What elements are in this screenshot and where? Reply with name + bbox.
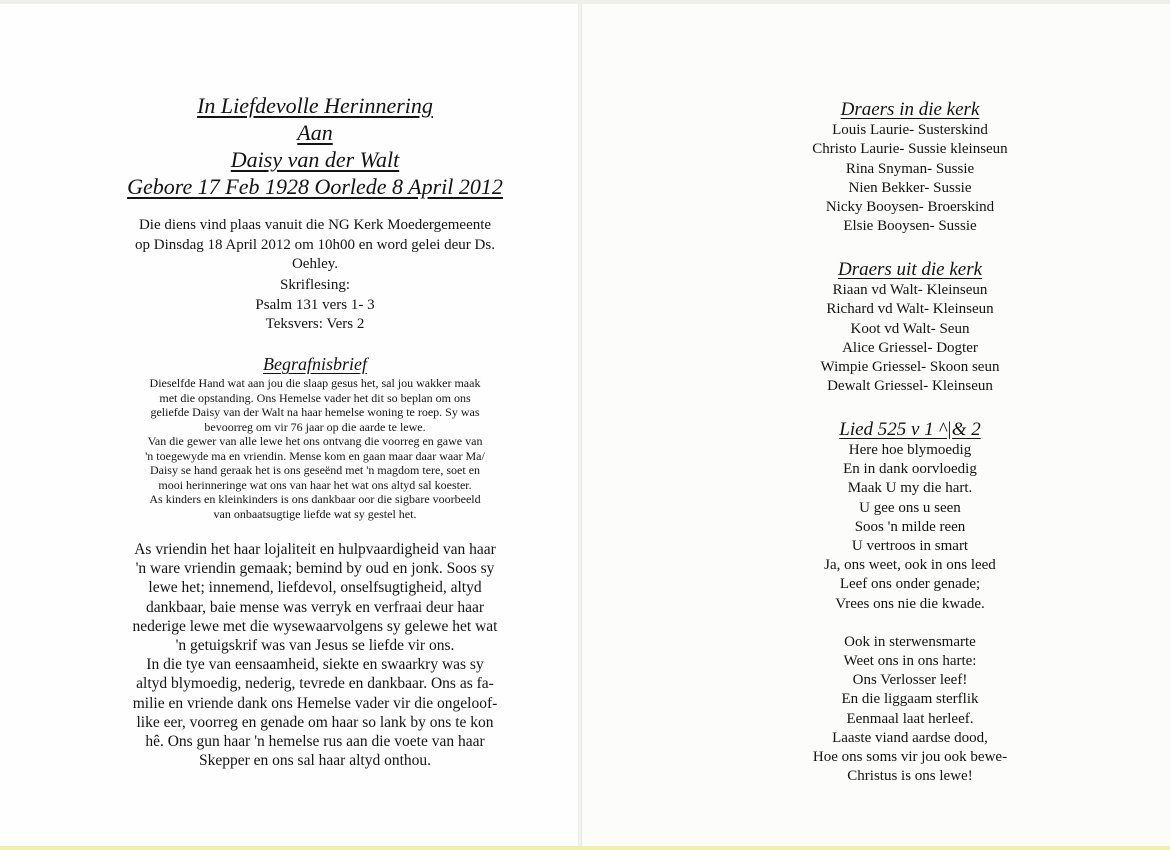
letter-small-text: [75, 376, 555, 521]
hymn-line: Leef ons onder genade;: [839, 576, 981, 593]
intro-line: Oehley.: [291, 256, 339, 272]
hymn-line: Christus is ons lewe!: [847, 768, 973, 785]
letter-line: geliefde Daisy van der Walt na haar hemelse woning te roep. Sy was: [150, 405, 480, 419]
hymn-section: [770, 419, 1050, 786]
letter-line: met die opstanding. Ons Hemelse vader het dit so beplan om ons: [159, 390, 471, 405]
letter-large-text: [80, 540, 550, 770]
hymn-line: U vertroos in smart: [851, 538, 969, 555]
hymn-line: Eenmaal laat herleef.: [846, 710, 974, 727]
scripture-heading: Skriflesing:: [280, 277, 350, 293]
letter-line: milie en vriende dank ons Hemelse vader vir die ongeloof-: [132, 694, 498, 712]
top-edge: [0, 0, 1170, 4]
letter-line: As vriendin het haar lojaliteit en hulpvaardigheid van haar: [134, 541, 496, 558]
carrier-name: Christo Laurie- Sussie kleinseun: [812, 141, 1008, 158]
hymn-line: Ja, ons weet, ook in ons leed: [824, 557, 996, 574]
service-intro: [95, 216, 535, 275]
letter-line: As kinders en kleinkinders is ons dankbaar oor die sigbare voorbeeld: [149, 492, 481, 506]
carrier-name: Dewalt Griessel- Kleinseun: [827, 378, 993, 395]
letter-line: nederige lewe met die wysewaarvolgens sy gelewe het wat: [132, 617, 498, 635]
carriers-in-church: [770, 99, 1050, 237]
intro-line: op Dinsdag 18 April 2012 om 10h00 en word gelei deur Ds.: [135, 236, 495, 253]
letter-heading: Begrafnisbrief: [263, 354, 367, 374]
hymn-line: Ons Verlosser leef!: [852, 672, 968, 689]
letter-line: dankbaar, baie mense was verryk en verfraai deur haar: [145, 598, 485, 616]
intro-line: Die diens vind plaas vanuit die NG Kerk Moedergemeente: [138, 217, 492, 233]
letter-line: 'n ware vriendin gemaak; bemind by oud en jonk. Soos sy: [135, 560, 495, 578]
title-line: Aan: [297, 120, 333, 145]
hymn-line: Laaste viand aardse dood,: [832, 729, 988, 746]
carrier-name: Alice Griessel- Dogter: [842, 339, 978, 356]
carrier-name: Nien Bekker- Sussie: [848, 179, 972, 196]
letter-line: Daisy se hand geraak het is ons geseënd met 'n magdom tere, soet en: [149, 463, 481, 477]
letter-line: Dieselfde Hand wat aan jou die slaap gesus het, sal jou wakker maak: [149, 376, 481, 390]
letter-heading-block: [95, 354, 535, 374]
carriers-in-heading: Draers in die kerk: [840, 99, 980, 120]
hymn-line: Maak U my die hart.: [847, 480, 973, 497]
title-line: Gebore 17 Feb 1928 Oorlede 8 April 2012: [127, 174, 503, 199]
letter-line: van onbaatsugtige liefde wat sy gestel het.: [213, 506, 417, 521]
letter-line: like eer, voorreg en genade om haar so lank by ons te kon: [136, 713, 494, 731]
bottom-edge: [0, 846, 1170, 850]
stanza-gap: [770, 614, 1050, 633]
letter-line: 'n toegewyde ma en vriendin. Mense kom en gaan maar daar waar Ma/: [145, 448, 485, 463]
carrier-name: Rina Snyman- Sussie: [845, 160, 975, 177]
scripture-line: Psalm 131 vers 1- 3: [255, 296, 375, 313]
hymn-line: En in dank oorvloedig: [843, 461, 977, 478]
carrier-name: Elsie Booysen- Sussie: [843, 218, 977, 235]
hymn-line: Soos 'n milde reen: [854, 518, 966, 535]
page-fold: [578, 0, 582, 850]
carrier-name: Richard vd Walt- Kleinseun: [826, 301, 994, 318]
title-line: Daisy van der Walt: [230, 147, 400, 172]
letter-line: Van die gewer van alle lewe het ons ontvang die voorreg en gawe van: [147, 434, 483, 448]
hymn-line: Weet ons in ons harte:: [843, 653, 977, 670]
letter-line: mooi herinneringe wat ons van haar het wat ons altyd sal koester.: [158, 477, 472, 492]
hymn-heading: Lied 525 v 1 ^|& 2: [839, 419, 981, 440]
letter-line: 'n getuigskrif was van Jesus se liefde vir ons.: [175, 637, 455, 655]
letter-line: hê. Ons gun haar 'n hemelse rus aan die voete van haar: [145, 733, 485, 751]
letter-line: Skepper en ons sal haar altyd onthou.: [198, 752, 431, 770]
hymn-stanza-2: [770, 633, 1050, 787]
hymn-line: Here hoe blymoedig: [848, 442, 972, 458]
carrier-name: Riaan vd Walt- Kleinseun: [832, 282, 988, 298]
hymn-line: Ook in sterwensmarte: [844, 633, 976, 650]
letter-line: In die tye van eensaamheid, siekte en swaarkry was sy: [146, 656, 484, 674]
memorial-title: [60, 92, 570, 200]
letter-line: altyd blymoedig, nederig, tevrede en dankbaar. Ons as fa-: [136, 675, 494, 693]
hymn-line: En die liggaam sterflik: [841, 691, 979, 708]
hymn-stanza-1: [770, 441, 1050, 614]
hymn-line: Hoe ons soms vir jou ook bewe-: [812, 749, 1008, 766]
carriers-out-church: [770, 259, 1050, 397]
carrier-name: Louis Laurie- Susterskind: [832, 122, 988, 138]
carrier-name: Wimpie Griessel- Skoon seun: [820, 359, 1000, 376]
scripture-line: Teksvers: Vers 2: [265, 316, 365, 332]
scripture-section: [95, 276, 535, 335]
title-line: In Liefdevolle Herinnering: [197, 93, 433, 118]
carrier-name: Koot vd Walt- Seun: [850, 320, 970, 337]
carrier-name: Nicky Booysen- Broerskind: [825, 199, 995, 216]
carriers-out-heading: Draers uit die kerk: [837, 259, 983, 280]
hymn-line: Vrees ons nie die kwade.: [835, 595, 985, 612]
letter-line: bevoorreg om vir 76 jaar op die aarde te lewe.: [204, 419, 426, 434]
letter-line: lewe het; innemend, liefdevol, onselfsugtigheid, altyd: [148, 579, 482, 597]
hymn-line: U gee ons u seen: [859, 499, 961, 516]
